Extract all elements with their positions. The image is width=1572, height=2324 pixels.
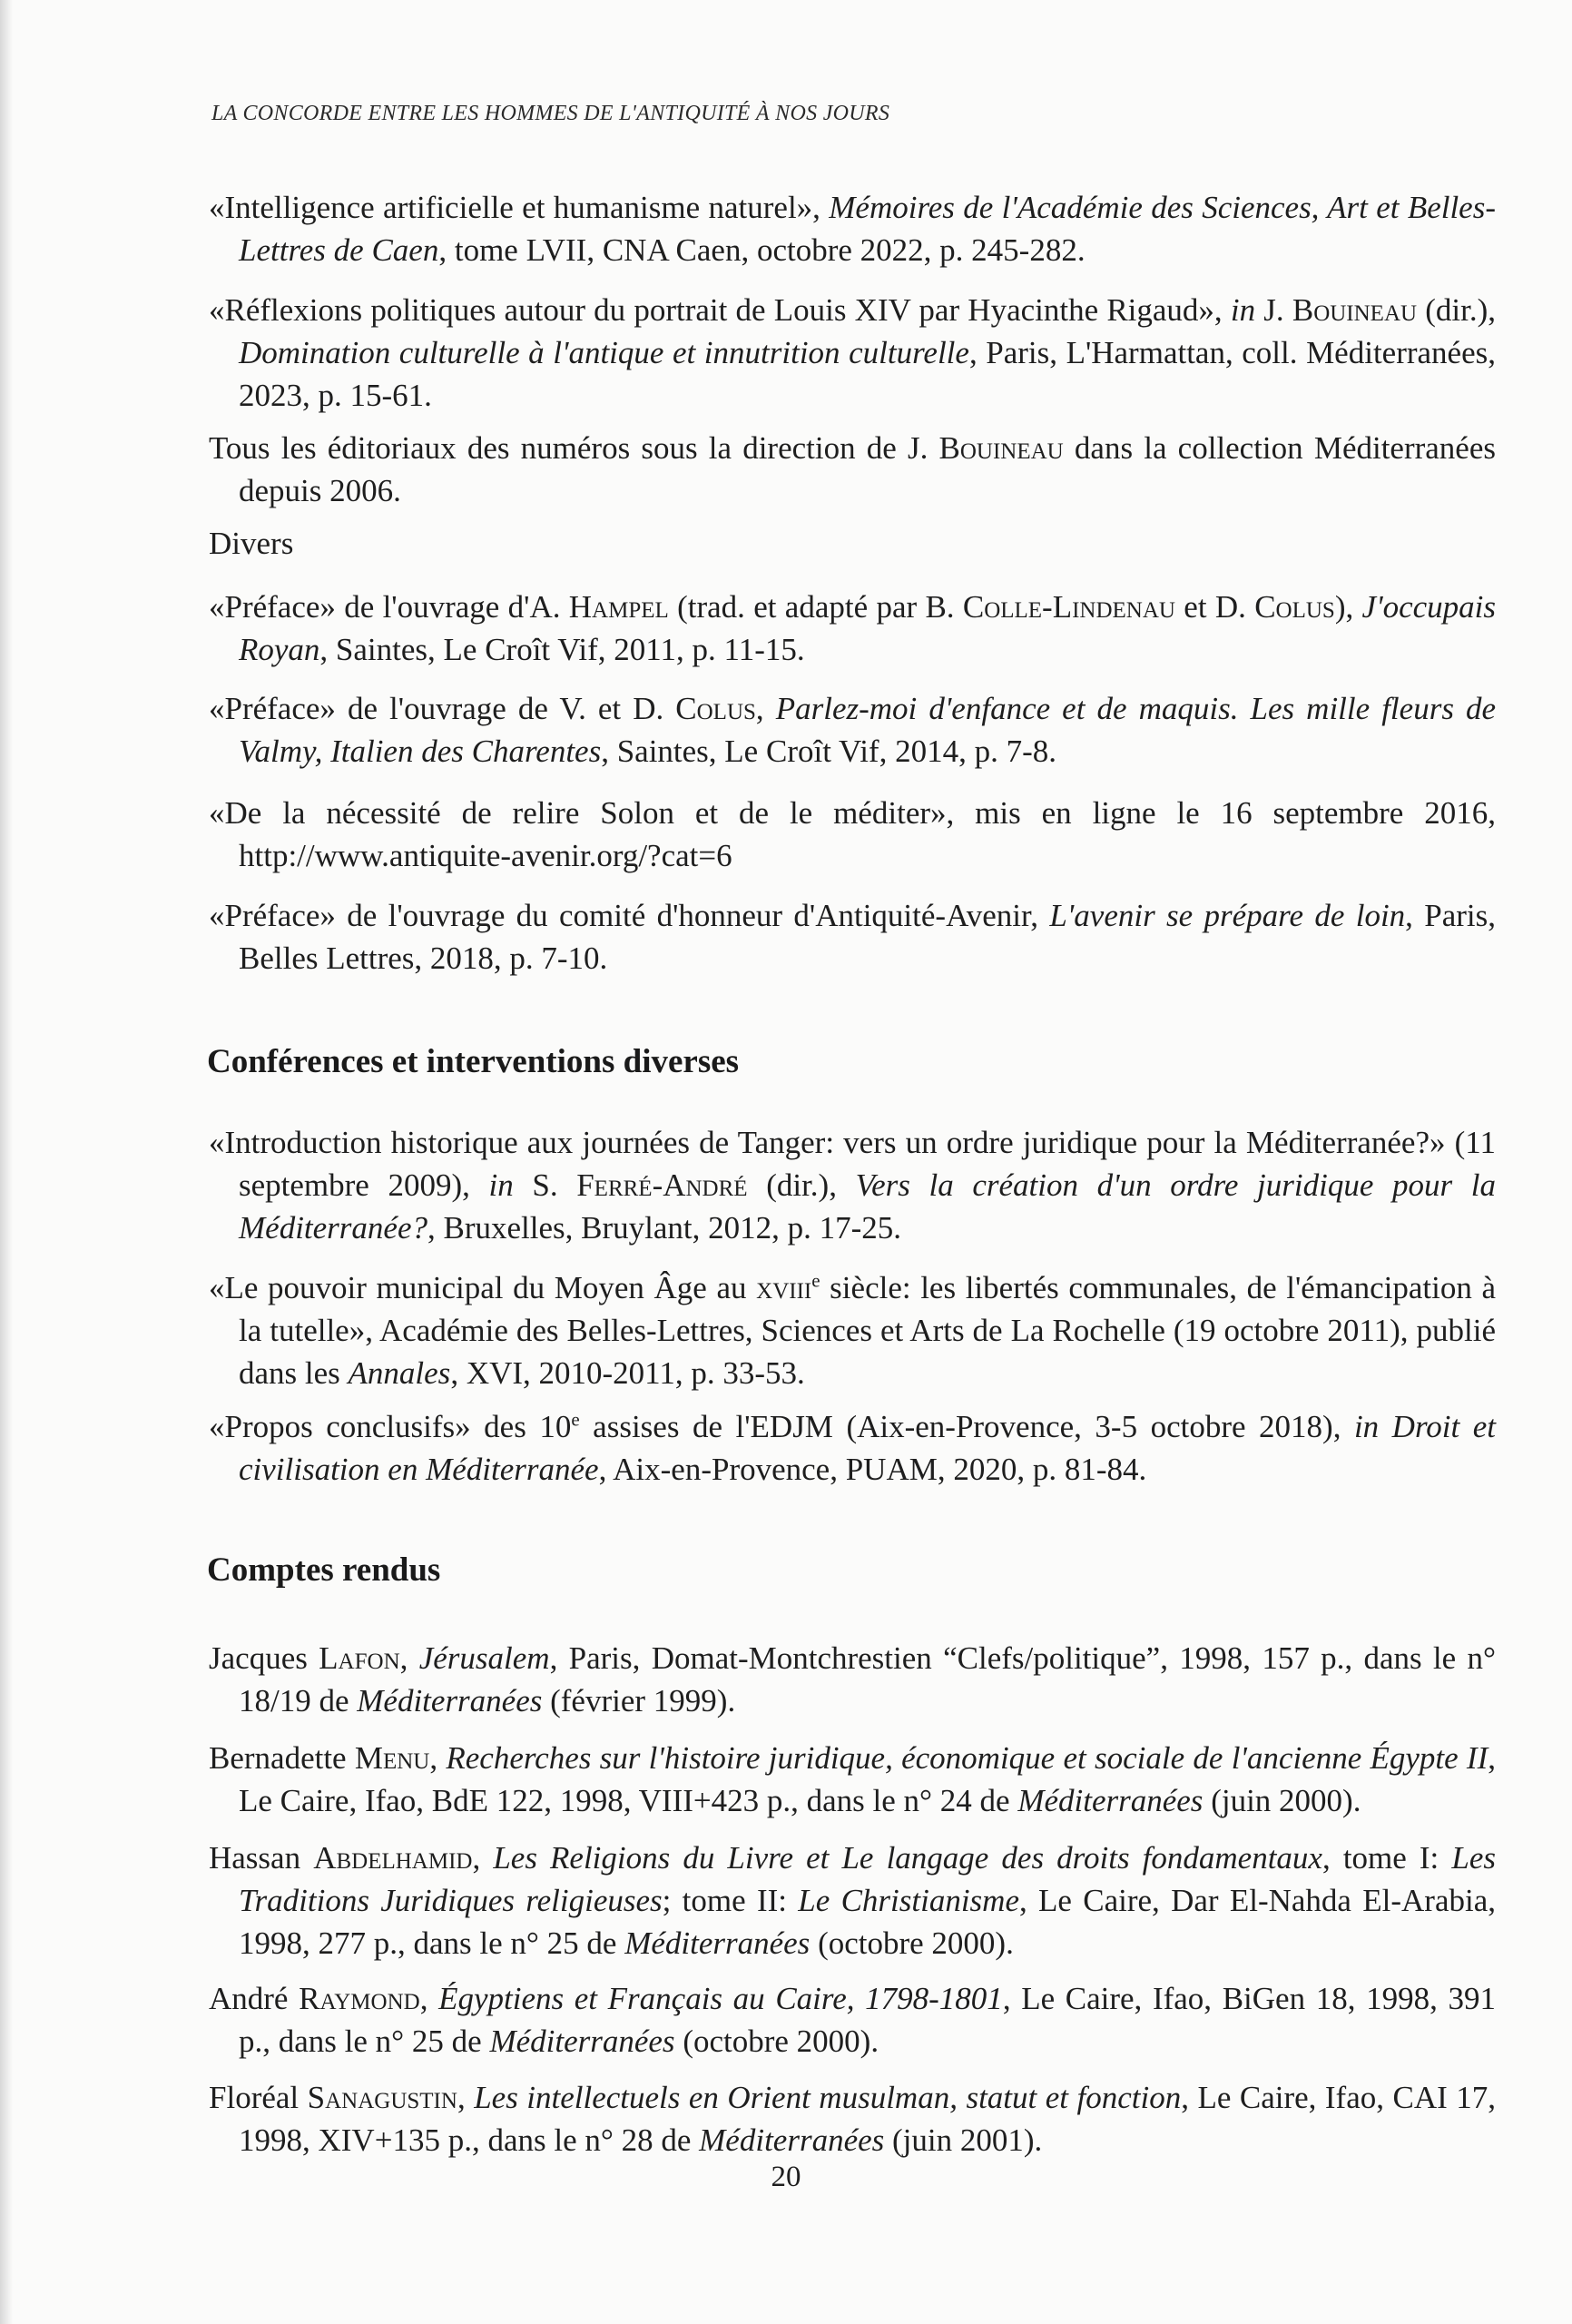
bibliography-entry: «Propos conclusifs» des 10e assises de l'EDJM (Aix-en-Provence, 3-5 octobre 2018), in Droit et civilisation en Méditerranée, Aix-en-Provence, PUAM, 2020, p. 81-84. [209,1408,1496,1487]
bibliography-entry: «Préface» de l'ouvrage du comité d'honneur d'Antiquité-Avenir, L'avenir se prépare de loin, Paris, Belles Lettres, 2018, p. 7-10. [209,898,1496,976]
section-heading: Comptes rendus [207,1551,441,1589]
bibliography-entry: «Introduction historique aux journées de Tanger: vers un ordre juridique pour la Méditerranée?» (11 septembre 2009), in S. Ferré-André (dir.), Vers la création d'un ordre juridique pour la Méditerranée?, Bruxelles, Bruylant, 2012, p. 17-25. [209,1125,1496,1246]
review-entry: Bernadette Menu, Recherches sur l'histoire juridique, économique et sociale de l'ancienne Égypte II, Le Caire, Ifao, BdE 122, 1998, VIII+423 p., dans le n° 24 de Méditerranées (juin 2000). [209,1740,1496,1818]
bibliography-entry: «De la nécessité de relire Solon et de le méditer», mis en ligne le 16 septembre 2016, http://www.antiquite-avenir.org/?cat=6 [209,795,1496,873]
bibliography-entry: «Préface» de l'ouvrage d'A. Hampel (trad. et adapté par B. Colle-Lindenau et D. Colus), J'occupais Royan, Saintes, Le Croît Vif, 2011, p. 11-15. [209,589,1496,667]
review-entry: Floréal Sanagustin, Les intellectuels en Orient musulman, statut et fonction, Le Caire, Ifao, CAI 17, 1998, XIV+135 p., dans le n° 28 de Méditerranées (juin 2001). [209,2080,1497,2158]
page-edge-shadow [0,0,13,2324]
bibliography-entry: «Préface» de l'ouvrage de V. et D. Colus, Parlez-moi d'enfance et de maquis. Les mille fleurs de Valmy, Italien des Charentes, Saintes, Le Croît Vif, 2014, p. 7-8. [209,691,1497,769]
bibliography-entry: «Intelligence artificielle et humanisme naturel», Mémoires de l'Académie des Sciences, Art et Belles-Lettres de Caen, tome LVII, CNA Caen, octobre 2022, p. 245-282. [209,190,1496,268]
review-entry: André Raymond, Égyptiens et Français au Caire, 1798-1801, Le Caire, Ifao, BiGen 18, 1998, 391 p., dans le n° 25 de Méditerranées (octobre 2000). [209,1981,1497,2059]
bibliography-entry: Tous les éditoriaux des numéros sous la direction de J. Bouineau dans la collection Méditerranées depuis 2006. [209,430,1496,508]
bibliography-entry: «Réflexions politiques autour du portrait de Louis XIV par Hyacinthe Rigaud», in J. Bouineau (dir.), Domination culturelle à l'antique et innutrition culturelle, Paris, L'Harmattan, coll. Méditerranées, 2023, p. 15-61. [209,292,1497,413]
review-entry: Jacques Lafon, Jérusalem, Paris, Domat-Montchrestien “Clefs/politique”, 1998, 157 p., dans le n° 18/19 de Méditerranées (février 1999). [209,1640,1497,1718]
page-number: 20 [771,2161,801,2193]
subheading-divers: Divers [209,526,294,561]
review-entry: Hassan Abdelhamid, Les Religions du Livre et Le langage des droits fondamentaux, tome I: Les Traditions Juridiques religieuses; tome II: Le Christianisme, Le Caire, Dar El-Nahda El-Arabia, 1998, 277 p., dans le n° 25 de Méditerranées (octobre 2000). [209,1840,1497,1961]
section-heading: Conférences et interventions diverses [207,1043,740,1080]
running-head: LA CONCORDE ENTRE LES HOMMES DE L'ANTIQUITÉ À NOS JOURS [211,102,890,125]
bibliography-entry: «Le pouvoir municipal du Moyen Âge au xviii$^e$ siècle: les libertés communales, de l'émancipation à la tutelle», Académie des Belles-Lettres, Sciences et Arts de La Rochelle (19 octobre 2011), publié dans les Annales, XVI, 2010-2011, p. 33-53. [209,1269,1497,1391]
